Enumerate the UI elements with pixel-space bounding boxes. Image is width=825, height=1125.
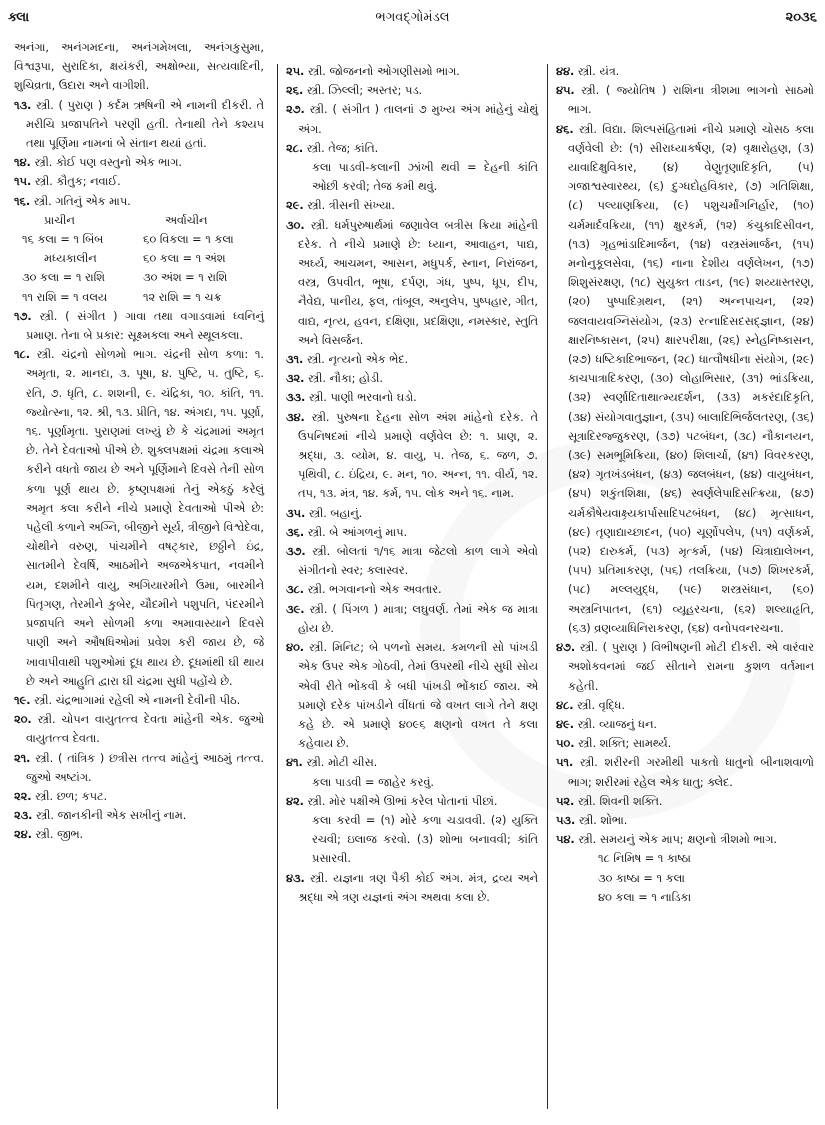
entry-16	[14, 192, 264, 211]
entry-number: ૩૮.	[286, 583, 305, 597]
entry-number: ૧૪.	[14, 156, 31, 170]
entry-number: ૪૦.	[286, 641, 305, 655]
header-title: ભગવદ્ગોમંડલ	[375, 10, 450, 25]
page-header	[8, 4, 817, 30]
entry-number: ૩૫.	[286, 506, 306, 520]
entry-20	[14, 710, 264, 748]
entry-27	[286, 100, 538, 138]
table-heading: પ્રાચીન	[44, 213, 75, 227]
entry-37	[286, 542, 538, 580]
entry-number: ૩૨.	[286, 372, 305, 386]
entry-number: ૧૩.	[14, 98, 32, 112]
table-row: ૧૮ નિમિષ = ૧ કાષ્ઠા	[598, 852, 691, 866]
entry-number: ૪૮.	[556, 698, 574, 712]
entry-number: ૨૮.	[286, 141, 304, 155]
entry-number: ૨૯.	[286, 199, 304, 213]
entry-number: ૪૧.	[286, 756, 303, 770]
entry-number: ૧૬.	[14, 194, 31, 208]
entry-number: ૩૧.	[286, 353, 304, 367]
entry-text: સ્ત્રી. ચંદ્રભાગામાં રહેલી એ નામની દેવીની પીઠ.	[34, 693, 241, 707]
entry-number: ૪૬.	[556, 122, 574, 136]
column-1	[14, 38, 264, 845]
header-page-number: ૨૦૩૬	[785, 10, 817, 25]
entry-text: સ્ત્રી. તેજ; કાંતિ.	[306, 141, 379, 155]
entry-number: ૪૪.	[556, 65, 575, 78]
entry-text: સ્ત્રી. નૌકા; હોડી.	[308, 372, 383, 386]
table-cell: ૩૦ કલા = ૧ રાશિ	[22, 271, 105, 285]
entry-text: સ્ત્રી. મોટી ચીસ.	[306, 756, 378, 770]
entry-text: સ્ત્રી. બોલતાં ૧/૧૬ માત્રા જેટલો કાળ લાગે એવો સંગીતનો સ્વર; કલાસ્વર.	[298, 545, 538, 578]
entry-number: ૩૪.	[286, 410, 305, 424]
entry-text: સ્ત્રી. ( જ્યોતિષ ) રાશિના ત્રીશમા ભાગનો સાઠમો ભાગ.	[568, 84, 814, 117]
entry-22	[14, 787, 264, 806]
entry-34	[286, 408, 538, 504]
entry-text: સ્ત્રી. વૃદ્ધિ.	[577, 698, 625, 712]
entry-text: સ્ત્રી. ભગવાનનો એક અવતાર.	[307, 583, 442, 597]
entry-number: ૪૭.	[556, 641, 576, 655]
column-divider	[277, 64, 278, 1109]
entry-number: ૨૩.	[14, 809, 33, 823]
entry-text: સ્ત્રી. શિવની શક્તિ.	[577, 794, 663, 808]
entry-text: સ્ત્રી. ( સંગીત ) ગાવા તથા વગાડવામાં ધ્વનિનું પ્રમાણ. તેના બે પ્રકાર: સૂક્ષ્મકલા અને સ્થૂલકલા.	[26, 309, 264, 343]
entry-text: સ્ત્રી. નૃત્યનો એક ભેદ.	[306, 353, 409, 367]
entry-number: ૧૯.	[14, 693, 31, 707]
entry-number: ૩૬.	[286, 525, 305, 539]
entry-text: સ્ત્રી. ત્રીસની સંખ્યા.	[307, 199, 395, 213]
entry-number: ૨૬.	[286, 84, 304, 98]
time-measure-table	[598, 849, 814, 907]
entry-28	[286, 139, 538, 197]
table-cell: ૩૦ અંશ = ૧ રાશિ	[143, 271, 228, 285]
entry-33	[286, 388, 538, 407]
entry-number: ૫૧.	[556, 756, 574, 770]
entry-45	[556, 81, 814, 119]
table-cell: ૬૦ કલા = ૧ અંશ	[143, 252, 226, 266]
entry-13	[14, 96, 264, 154]
entry-text: સ્ત્રી. ( પુરાણ ) વિભીષણની મોટી દીકરી. એ વારંવાર અશોકવનમાં જઈ સીતાને રામના કુશળ વર્તમાન કહેતી.	[568, 641, 814, 693]
entry-text: સ્ત્રી. શરીરની ગરમીથી પાકતો ધાતુનો બીનાશવાળો ભાગ; શરીરમાં રહેલ એક ધાતુ; ક્લેદ.	[568, 756, 814, 789]
entry-number: ૩૩.	[286, 391, 306, 405]
entry-24	[14, 825, 264, 844]
entry-35	[286, 504, 538, 523]
entry-text: સ્ત્રી. જીભ.	[35, 828, 84, 842]
entry-51	[556, 753, 814, 791]
table-heading: અર્વાચીન	[165, 213, 208, 227]
entry-text: સ્ત્રી. કોઈ પણ વસ્તુનો એક ભાગ.	[34, 156, 182, 170]
entry-text: સ્ત્રી. મિનિટ; બે પળનો સમય. કમળની સો પાંખડી એક ઉપર એક ગોઠવી, તેમાં ઉપરથી નીચે સુધી સોય એવી રીતે ભોંકવી કે બધી પાંખડી ભોંકાઈ જાય. એ પ્રમાણે દરેક પાંખડીને વીંધતાં જે વખત લાગે તેને ક્ષણ કહે છે. એ પ્રમાણે ૪૦૯૬ ક્ષણનો વખત તે કલા કહેવાય છે.	[298, 641, 539, 751]
entry-number: ૨૧.	[14, 751, 31, 765]
entry-number: ૪૫.	[556, 84, 575, 98]
entry-14	[14, 153, 264, 172]
entry-36	[286, 523, 538, 542]
entry-48	[556, 696, 814, 715]
entry-text: સ્ત્રી. છળ; કપટ.	[35, 789, 108, 803]
entry-number: ૫૦.	[556, 737, 575, 751]
entry-text: સ્ત્રી. શક્તિ; સામર્થ્ય.	[578, 737, 672, 751]
entry-text: સ્ત્રી. ( તાંત્રિક ) છત્રીસ તત્ત્વ માંહેનું આઠમું તત્ત્વ. જુઓ અષ્ટાંગ.	[26, 751, 265, 784]
column-2	[286, 62, 538, 907]
entry-text: સ્ત્રી. ઝિલ્લી; અસ્તર; પડ.	[306, 84, 423, 98]
entry-text: સ્ત્રી. ( પુરાણ ) કર્દમ ઋષિની એ નામની દીકરી. તે મરીચિ પ્રજાપતિને પરણી હતી. તેનાથી તેને કશ્યપ તથા પૂર્ણિમા નામનાં બે સંતાન થયાં હતાં.	[26, 98, 264, 151]
entry-25	[286, 62, 538, 81]
entry-text: સ્ત્રી. ચોપન વાયુતત્ત્વ દેવતા માંહેની એક. જુઓ વાયુતત્ત્વ દેવતા.	[26, 713, 264, 746]
entry-49	[556, 715, 814, 734]
entry-number: ૧૮.	[14, 348, 31, 362]
entry-text: સ્ત્રી. ચંદ્રનો સોળમો ભાગ. ચંદ્રની સોળ કળા: ૧. અમૃતા, ૨. માનદા, ૩. પૂષા, ૪. પુષ્ટિ, ૫. તુષ્ટિ, ૬. રતિ, ૭. ધૃતિ, ૮. શશની, ૯. ચંદ્રિકા, ૧૦. કાંતિ, ૧૧. જ્યોત્સ્ના, ૧૨. શ્રી, ૧૩. પ્રીતિ, ૧૪. અંગદા, ૧૫. પૂર્ણા, ૧૬. પૂર્ણામૃતા. પુરાણમાં લખ્યું છે કે ચંદ્રમામાં અમૃત છે. તેને દેવતાઓ પીએ છે. શુક્લપક્ષમાં ચંદ્રમા કલાએ કરીને વધતો જાય છે અને પૂર્ણિમાને દિવસે તેની સોળ કળા પૂર્ણ થાય છે. કૃષ્ણપક્ષમાં તેનું એકઠું કરેલું અમૃત કલા કરીને નીચે પ્રમાણે દેવતાઓ પીએ છે: પહેલી કળાને અગ્નિ, બીજીને સૂર્ય, ત્રીજીને વિશ્વેદેવા, ચોથીને વરુણ, પાંચમીને વષટ્કાર, છઠ્ઠીને ઇંદ્ર, સાતમીને દેવર્ષિ, આઠમીને અજએકપાત, નવમીને યમ, દશમીને વાયુ, અગિયારમીને ઉમા, બારમીને પિતૃગણ, તેરમીને કુબેર, ચૌદમીને પશુપતિ, પંદરમીને પ્રજાપતિ અને સોળમી કળા અમાવાસ્યાને દિવસે પાણી અને ઔષધિઓમાં પ્રવેશ કરી જાય છે, જે ખાવાપીવાથી પશુઓમાં દૂધ થાય છે. દૂધમાંથી ઘી થાય છે અને આહુતિ દ્વારા ઘી ચંદ્રમા સુધી પહોંચે છે.	[26, 348, 265, 688]
table-cell: ૧૨ રાશિ = ૧ ચક્ર	[143, 290, 222, 304]
entry-text: સ્ત્રી. વિદ્યા. શિલ્પસંહિતામાં નીચે પ્રમાણે ચોસઠ કલા વર્ણવેલી છે: (૧) સીરાધ્યાકર્ષણ, (૨) વૃક્ષારોહણ, (૩) યાવાદિક્ષુવિકાર, (૪) વેણુતૃણાદિકૃતિ, (૫) ગજાશ્વસ્વારથ્ય, (૬) દુગ્ધદોહવિકાર, (૭) ગતિશિક્ષા, (૮) પલ્યાણક્રિયા, (૯) પશુચર્માંગનિર્હાર, (૧૦) ચર્મમાર્દવક્રિયા, (૧૧) ક્ષુરકર્મ, (૧૨) કંચુકાદિસીવન, (૧૩) ગૃહભાંડાદિમાર્જન, (૧૪) વસ્ત્રસંમાર્જન, (૧૫) મનોનુકૂલસેવા, (૧૬) નાના દેશીય વર્ણલેખન, (૧૭) શિશુસંરક્ષણ, (૧૮) સુયુક્ત તાડન, (૧૯) શય્યાસ્તરણ, (૨૦) પુષ્પાદિગ્રથન, (૨૧) અન્નપાચન, (૨૨) જલવાયવગ્નિસંયોગ, (૨૩) રત્નાદિસદસદ્જ્ઞાન, (૨૪) ક્ષારનિષ્કાસન, (૨૫) ક્ષારપરીક્ષા, (૨૬) સ્નેહનિષ્કાસન, (૨૭) ધષ્ટિકાદિભાજન, (૨૮) ધાત્વૌષધીના સંયોગ, (૨૯) કાચપાત્રાદિકરણ, (૩૦) લોહાભિસાર, (૩૧) ભાંડક્રિયા, (૩૨) સ્વર્ણાદિતાથાત્મ્યદર્શન, (૩૩) મકરંદાદિકૃતિ, (૩૪) સંયોગવાતુજ્ઞાન, (૩૫) બાલાદિભિર્જલતરણ, (૩૬) સૂત્રાદિરજ્જુકરણ, (૩૭) પટબંધન, (૩૮) નૌકાનયન, (૩૯) સમભૂમિક્રિયા, (૪૦) શિલાર્ચા, (૪૧) વિવરકરણ, (૪૨) ગૃતખંડબંધન, (૪૩) જલબંધન, (૪૪) વાયુબંધન, (૪૫) શકુંતશિક્ષા, (૪૬) સ્વર્ણલેપાદિસત્ક્રિયા, (૪૭) ચર્મકૌષેયવાક્ષ્ર્યકાર્પાસાદિપટબંધન, (૪૮) મૃત્સાધન, (૪૯) તૃણાદ્યાચ્છાદન, (૫૦) ચૂર્ણોપલેપ, (૫૧) વર્ણકર્મ, (૫૨) દારુકર્મ, (૫૩) મૃત્કર્મ, (૫૪) ચિત્રાદ્યાલેખન, (૫૫) પ્રતિમાકરણ, (૫૬) તલક્રિયા, (૫૭) શિખરકર્મ, (૫૮) મલ્લયુદ્ધ, (૫૯) શસ્ત્રસંધાન, (૬૦) અસ્ત્રનિપાતન, (૬૧) વ્યૂહરચના, (૬૨) શલ્યાહૃતિ, (૬૩) વ્રણવ્યાધિનિરાકરણ, (૬૪) વનોપવનરચના.	[568, 122, 814, 635]
entry-text: સ્ત્રી. શોભા.	[578, 813, 628, 827]
entry-text: સ્ત્રી. ધર્મપુરુષાર્થમાં જણાવેલ બત્રીસ ક્રિયા માંહેની દરેક. તે નીચે પ્રમાણે છે: ધ્યાન, આવાહન, પાદ્ય, અર્ઘ્ય, આચમન, આસન, મધુપર્ક, સ્નાન, નિરાંજન, વસ્ત્ર, ઉપવીત, ભૂષા, દર્પણ, ગંધ, પુષ્પ, ધૂપ, દીપ, નૈવેદ્ય, પાનીય, ફલ, તાંબૂલ, અનુલેપ, પુષ્પહાર, ગીત, વાદ્ય, નૃત્ય, હવન, દક્ષિણા, પ્રદક્ષિણા, નમસ્કાર, સ્તુતિ અને વિસર્જન.	[298, 218, 538, 347]
measure-table	[22, 211, 264, 307]
entry-42	[286, 792, 538, 869]
entry-text: સ્ત્રી. પાણી ભરવાનો ઘડો.	[308, 391, 417, 405]
table-cell: ૬૦ વિકલા = ૧ કલા	[143, 233, 234, 247]
entry-15	[14, 172, 264, 191]
entry-idiom: કલા કરવી = (૧) મોરે કળા ચડાવવી. (૨) યુક્તિ રચવી; ઇલાજ કરવો. (૩) શોભા બનાવવી; કાંતિ પ્રસારવી.	[312, 813, 538, 866]
entry-53	[556, 811, 814, 830]
entry-text: સ્ત્રી. જાનકીની એક સખીનું નામ.	[36, 809, 187, 823]
entry-number: ૪૯.	[556, 717, 574, 731]
table-cell: ૧૧ રાશિ = ૧ વલય	[22, 290, 108, 304]
entry-text: સ્ત્રી. સમયનું એક માપ; ક્ષણનો ત્રીશમો ભાગ.	[578, 833, 778, 847]
entry-continuation: અનંગા, અનંગમદના, અનંગમેખલા, અનંગકુસુમા, વિશ્વરૂપા, સુરાદિકા, ક્ષયંકરી, અક્ષોભ્યા, સત્યવાદિની, શુચિવ્રતા, ઉદારા અને વાગીશી.	[14, 41, 264, 93]
entry-number: ૫૪.	[556, 833, 575, 847]
entry-32	[286, 369, 538, 388]
entry-text: સ્ત્રી. ( પિંગળ ) માત્રા; લઘુવર્ણ. તેમાં એક જ માત્રા હોય છે.	[298, 602, 538, 635]
entry-text: સ્ત્રી. બે આંગળનું માપ.	[307, 525, 408, 539]
table-heading: મધ્યકાલીન	[44, 252, 97, 266]
entry-number: ૨૭.	[286, 103, 305, 117]
entry-number: ૫૩.	[556, 813, 576, 827]
entry-54	[556, 830, 814, 849]
table-cell: ૧૬ કલા = ૧ બિંબ	[22, 233, 104, 247]
entry-text: સ્ત્રી. મોર પક્ષીએ ઊભાં કરેલ પોતાનાં પીછાં.	[307, 794, 498, 808]
entry-text: સ્ત્રી. બહાનું.	[308, 506, 363, 520]
entry-text: સ્ત્રી. ( સંગીત ) તાલનાં ૭ મુખ્ય અંગ માંહેનું ચોથું અંગ.	[298, 103, 538, 136]
entry-number: ૧૫.	[14, 175, 32, 189]
entry-number: ૨૨.	[14, 789, 32, 803]
entry-29	[286, 196, 538, 215]
entry-idiom: કલા પાડવી-કલાની ઝાંખી થવી = દેહની કાંતિ ઓછી કરવી; તેજ કમી થવું.	[312, 161, 538, 194]
entry-text: સ્ત્રી. વ્યાજનું ધન.	[577, 717, 657, 731]
entry-19	[14, 691, 264, 710]
entry-number: ૪૩.	[286, 871, 305, 885]
entry-text: સ્ત્રી. યંત્ર.	[577, 65, 620, 78]
entry-47	[556, 638, 814, 696]
entry-number: ૧૭.	[14, 309, 32, 323]
column-3	[556, 62, 814, 907]
entry-number: ૩૯.	[286, 602, 305, 616]
entry-number: ૫૨.	[556, 794, 575, 808]
entry-31	[286, 350, 538, 369]
entry-30	[286, 216, 538, 350]
entry-43	[286, 869, 538, 907]
entry-number: ૨૦.	[14, 713, 32, 727]
entry-21	[14, 749, 264, 787]
entry-38	[286, 580, 538, 599]
entry-26	[286, 81, 538, 100]
table-row: ૩૦ કાષ્ઠા = ૧ કલા	[598, 871, 685, 885]
column-divider	[547, 64, 548, 1109]
entry-39	[286, 600, 538, 638]
entry-number: ૪૨.	[286, 794, 304, 808]
header-headword: ક્લા	[8, 10, 30, 25]
entry-40	[286, 638, 538, 753]
entry-23	[14, 806, 264, 825]
entry-text: સ્ત્રી. પુરુષના દેહના સોળ અંશ માંહેનો દરેક. તે ઉપનિષદમાં નીચે પ્રમાણે વર્ણવેલ છે: ૧. પ્રાણ, ૨. શ્રદ્ધા, ૩. વ્યોમ, ૪. વાયુ, ૫. તેજ, ૬. જળ, ૭. પૃથિવી, ૮. ઇંદ્રિય, ૯. મન, ૧૦. અન્ન, ૧૧. વીર્ય, ૧૨. તપ, ૧૩. મંત્ર, ૧૪. કર્મ, ૧૫. લોક અને ૧૬. નામ.	[298, 410, 539, 501]
entry-18	[14, 345, 264, 691]
entry-41	[286, 753, 538, 791]
entry-idiom: કલા પાડવી = જાહેર કરવું.	[312, 775, 434, 789]
table-row: ૪૦ કલા = ૧ નાડિકા	[598, 890, 692, 904]
entry-text: સ્ત્રી. જોજનનો ઓગણીસમો ભાગ.	[307, 65, 460, 78]
entry-46	[556, 120, 814, 638]
entry-52	[556, 792, 814, 811]
entry-number: ૩૭.	[286, 545, 306, 559]
entry-text: સ્ત્રી. ગતિનું એક માપ.	[33, 194, 131, 208]
entry-text: સ્ત્રી. કૌતુક; નવાઈ.	[34, 175, 121, 189]
entry-number: ૨૫.	[286, 65, 305, 78]
entry-44	[556, 62, 814, 81]
entry-text: સ્ત્રી. યજ્ઞના ત્રણ પૈકી કોઈ અંગ. મંત્ર, દ્રવ્ય અને શ્રદ્ધા એ ત્રણ યજ્ઞનાં અંગ અથવા કલા છે.	[298, 871, 539, 904]
entry-17	[14, 307, 264, 345]
entry-number: ૩૦.	[286, 218, 305, 232]
entry-50	[556, 734, 814, 753]
entry-number: ૨૪.	[14, 828, 32, 842]
